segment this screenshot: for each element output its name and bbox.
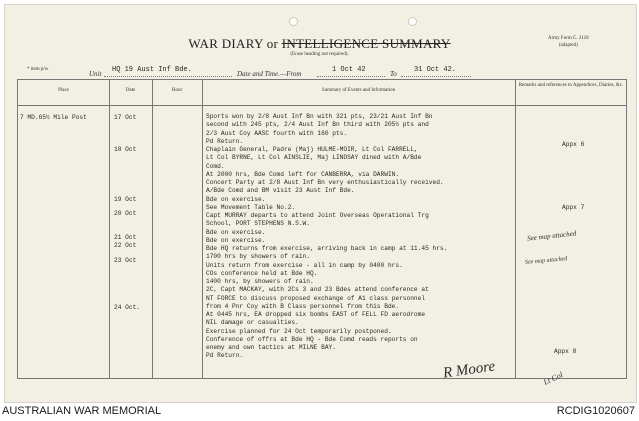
date-from-underline xyxy=(317,76,385,77)
summary-line: Pd Return. xyxy=(206,137,244,145)
signature-rank: Lt Col xyxy=(542,370,565,387)
punch-hole-left xyxy=(289,17,298,26)
summary-line: COs conference held at Bde HQ. xyxy=(206,269,318,277)
summary-line: Bde on exercise. xyxy=(206,228,266,236)
summary-line: Concert Party at 2/8 Aust Inf Bn very enthusiastically received. xyxy=(206,179,444,186)
page-subtitle: (Erase heading not required). xyxy=(290,52,349,57)
remark-appx-8: Appx 8 xyxy=(554,348,577,355)
col-divider-remarks xyxy=(515,80,516,378)
remark-appx-7: Appx 7 xyxy=(562,204,585,211)
signature: R Moore xyxy=(442,358,497,382)
date-entry: 19 Oct xyxy=(114,196,137,203)
summary-line: 2/3 Aust Coy AASC fourth with 160 pts. xyxy=(206,129,348,137)
remark-see-map-1: See map attached xyxy=(526,229,577,243)
col-header-remarks: Remarks and references to Appendices, Diaries, &c. xyxy=(518,83,624,88)
corner-note: * item p/w xyxy=(27,67,49,72)
summary-line: 1700 hrs by showers of rain. xyxy=(206,253,310,261)
diary-table xyxy=(17,79,627,387)
army-form-sub: (adapted) xyxy=(558,43,578,48)
summary-line: second with 245 pts, 2/4 Aust Inf Bn third with 205½ pts and xyxy=(206,121,429,129)
col-header-hour: Hour xyxy=(171,88,183,93)
date-to: 31 Oct 42. xyxy=(414,66,457,74)
date-entry: 23 Oct xyxy=(114,257,137,264)
footer-source: AUSTRALIAN WAR MEMORIAL xyxy=(2,405,162,417)
date-label: Date and Time.—From xyxy=(237,70,302,78)
army-form-number: Army Form C. 2118 xyxy=(548,36,589,41)
remark-appx-6: Appx 6 xyxy=(562,141,585,148)
summary-line: Exercise planned for 24 Oct temporarily postponed. xyxy=(206,327,392,335)
date-entry: 20 Oct xyxy=(114,210,137,217)
summary-line: Conference of offrs at Bde HQ - Bde Comd reads reports on xyxy=(206,335,418,343)
date-entry: 21 Oct xyxy=(114,234,137,241)
summary-line: Bde on exercise. xyxy=(206,236,266,244)
summary-line: Bde on exercise. xyxy=(206,195,266,203)
col-header-date: Date xyxy=(125,88,136,93)
to-label: To xyxy=(390,70,397,78)
summary-line: At 0445 hrs, EA dropped six bombs EAST of FELL FD aerodrome xyxy=(206,311,426,318)
summary-line: At 2000 hrs, Bde Comd left for CANBERRA, via DARWIN. xyxy=(206,170,400,178)
summary-line: A/Bde Comd and BM visit 23 Aust Inf Bde. xyxy=(206,187,355,195)
summary-line: See Movement Table No.2. xyxy=(206,203,296,211)
date-entry: 18 Oct xyxy=(114,146,137,153)
col-divider-date xyxy=(109,80,110,378)
col-divider-summary xyxy=(202,80,203,378)
date-to-underline xyxy=(401,76,471,77)
summary-line: NIL damage or casualties. xyxy=(206,319,299,327)
summary-line: enemy and own tactics at MILNE BAY. xyxy=(206,344,336,351)
col-header-summary: Summary of Events and Information xyxy=(321,88,396,93)
punch-hole-right xyxy=(408,17,417,26)
summary-line: School, PORT STEPHENS N.S.W. xyxy=(206,220,310,228)
date-from: 1 Oct 42 xyxy=(332,66,366,74)
summary-line: Sports won by 2/8 Aust Inf Bn with 321 pts, 23/21 Aust Inf Bn xyxy=(206,113,433,120)
col-header-place: Place xyxy=(58,88,69,93)
page-title xyxy=(0,36,639,52)
summary-line: Lt Col BYRNE, Lt Col AINSLIE, Maj LINDSAY dined with A/Bde xyxy=(206,154,422,162)
summary-line: Comd. xyxy=(206,162,225,170)
unit-underline xyxy=(104,76,232,77)
title-struck: INTELLIGENCE SUMMARY xyxy=(281,36,451,51)
summary-line: 1400 hrs, by showers of rain. xyxy=(206,278,314,285)
title-war-diary: WAR DIARY xyxy=(188,36,264,51)
summary-line: from 4 Pnr Coy with B Class personnel from this Bde. xyxy=(206,302,400,310)
col-divider-hour xyxy=(152,80,153,378)
summary-line: Bde HQ returns from exercise, arriving back in camp at 11.45 hrs. xyxy=(206,245,448,252)
summary-line: 2C, Capt MACKAY, with 2Cs 3 and 23 Bdes attend conference at xyxy=(206,286,429,294)
summary-line: Pd Return. xyxy=(206,352,244,360)
footer-id: RCDIG1020607 xyxy=(556,405,635,417)
date-entry: 22 Oct xyxy=(114,242,137,249)
date-entry: 24 Oct. xyxy=(114,304,140,311)
unit-value: HQ 19 Aust Inf Bde. xyxy=(112,66,192,74)
place-entry: 7 MD.65½ Mile Post xyxy=(20,114,87,121)
summary-line: Capt MURRAY departs to attend Joint Overseas Operational Trg xyxy=(206,212,429,219)
summary-line: Chaplain General, Padre (Maj) HULME-MOIR, Lt Col FARRELL, xyxy=(206,146,418,153)
summary-line: Units return from exercise - all in camp by 0400 hrs. xyxy=(206,261,403,269)
date-entry: 17 Oct xyxy=(114,114,137,121)
title-or: or xyxy=(266,36,279,51)
unit-label: Unit xyxy=(89,70,102,78)
remark-see-map-2: See map attached xyxy=(524,256,568,266)
summary-line: NT FORCE to discuss proposed exchange of A1 class personnel xyxy=(206,294,426,302)
